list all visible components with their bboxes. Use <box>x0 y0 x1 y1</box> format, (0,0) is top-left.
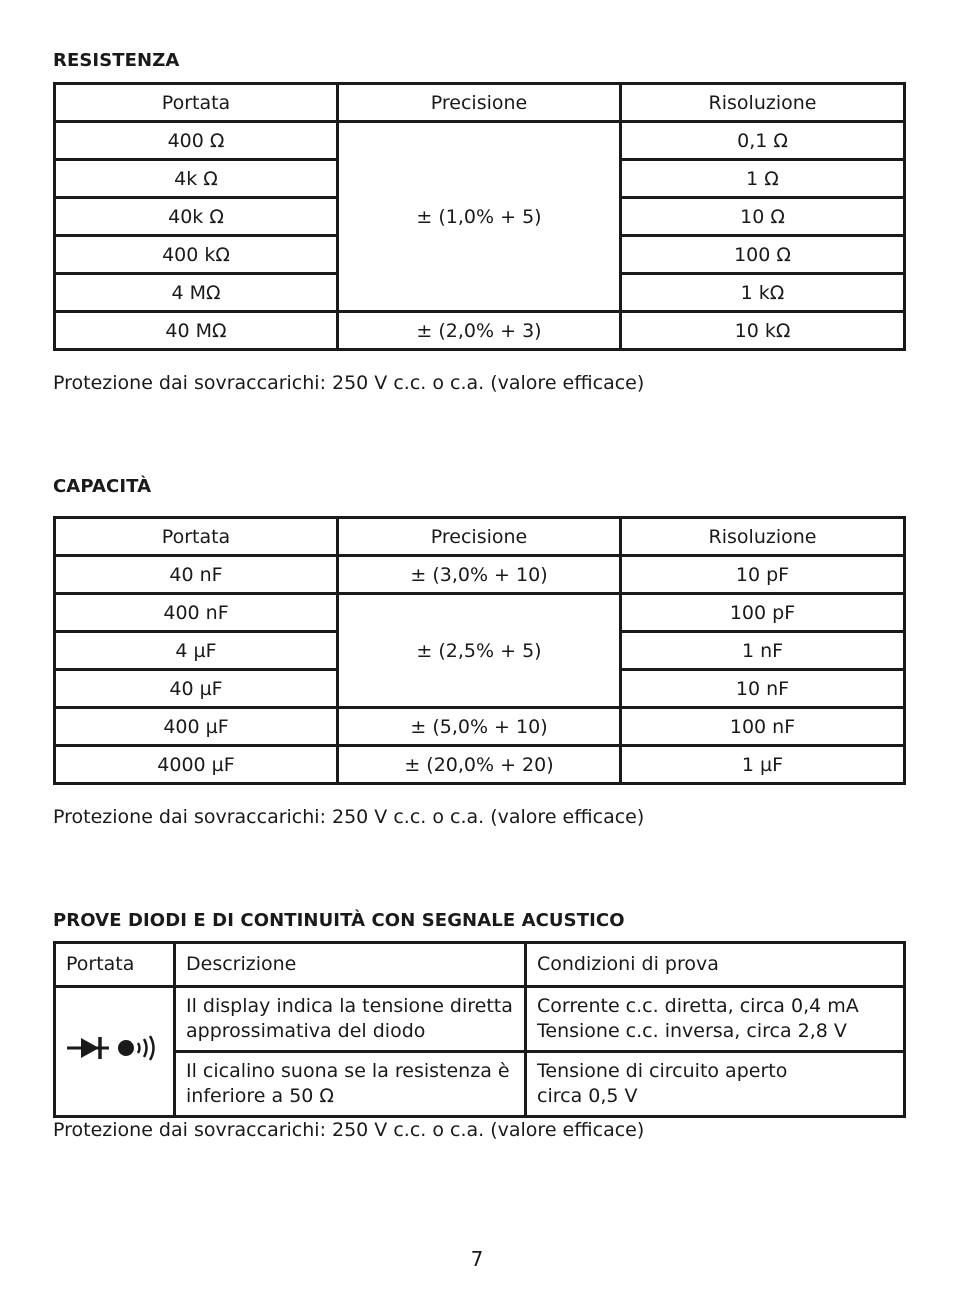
cell-precisione: ± (20,0% + 20) <box>338 746 621 784</box>
cell-descrizione <box>175 1052 526 1117</box>
table-header-row <box>55 518 905 556</box>
cell-risoluzione: 1 Ω <box>621 160 905 198</box>
page-number: 7 <box>470 1247 484 1271</box>
header-portata: Portata <box>55 84 338 122</box>
condizioni-line: Tensione di circuito aperto <box>537 1060 788 1082</box>
cell-portata: 40k Ω <box>55 198 338 236</box>
overload-note: Protezione dai sovraccarichi: 250 V c.c. o c.a. (valore efficace) <box>53 806 645 828</box>
condizioni-line: Tensione c.c. inversa, circa 2,8 V <box>537 1020 847 1042</box>
cell-portata: 4k Ω <box>55 160 338 198</box>
header-portata: Portata <box>55 518 338 556</box>
condizioni-line: Corrente c.c. diretta, circa 0,4 mA <box>537 995 859 1017</box>
diode-beeper-icons <box>65 1033 165 1063</box>
table-row <box>55 708 905 746</box>
cell-risoluzione: 1 µF <box>621 746 905 784</box>
table-row <box>55 556 905 594</box>
cell-precisione: ± (3,0% + 10) <box>338 556 621 594</box>
cell-risoluzione: 10 Ω <box>621 198 905 236</box>
table-row <box>55 312 905 350</box>
header-risoluzione: Risoluzione <box>621 84 905 122</box>
cell-portata: 4 MΩ <box>55 274 338 312</box>
cell-portata: 400 kΩ <box>55 236 338 274</box>
beeper-icon <box>118 1036 154 1060</box>
section-title-resistenza: RESISTENZA <box>53 50 180 71</box>
header-descrizione: Descrizione <box>175 943 526 987</box>
descrizione-line: Il display indica la tensione diretta <box>186 995 513 1017</box>
overload-note: Protezione dai sovraccarichi: 250 V c.c. o c.a. (valore efficace) <box>53 1119 645 1141</box>
cell-portata: 40 µF <box>55 670 338 708</box>
table-row <box>55 987 905 1052</box>
descrizione-line: approssimativa del diodo <box>186 1020 426 1042</box>
table-header-row <box>55 943 905 987</box>
table-row <box>55 1052 905 1117</box>
overload-note: Protezione dai sovraccarichi: 250 V c.c. o c.a. (valore efficace) <box>53 372 645 394</box>
cell-portata: 4000 µF <box>55 746 338 784</box>
header-precisione: Precisione <box>338 84 621 122</box>
cell-portata: 400 Ω <box>55 122 338 160</box>
header-precisione: Precisione <box>338 518 621 556</box>
cell-precisione: ± (5,0% + 10) <box>338 708 621 746</box>
table-row <box>55 594 905 632</box>
cell-risoluzione: 10 nF <box>621 670 905 708</box>
cell-risoluzione: 1 nF <box>621 632 905 670</box>
diode-icon <box>67 1037 109 1059</box>
cell-portata: 400 µF <box>55 708 338 746</box>
table-header-row <box>55 84 905 122</box>
cell-risoluzione: 100 pF <box>621 594 905 632</box>
header-condizioni: Condizioni di prova <box>526 943 905 987</box>
cell-portata: 40 MΩ <box>55 312 338 350</box>
cell-condizioni <box>526 987 905 1052</box>
resistenza-table <box>53 82 906 351</box>
cell-portata: 4 µF <box>55 632 338 670</box>
header-risoluzione: Risoluzione <box>621 518 905 556</box>
cell-precisione: ± (2,5% + 5) <box>338 594 621 708</box>
capacita-table <box>53 516 906 785</box>
cell-risoluzione: 1 kΩ <box>621 274 905 312</box>
cell-risoluzione: 100 nF <box>621 708 905 746</box>
cell-condizioni <box>526 1052 905 1117</box>
cell-risoluzione: 0,1 Ω <box>621 122 905 160</box>
cell-descrizione <box>175 987 526 1052</box>
condizioni-line: circa 0,5 V <box>537 1085 638 1107</box>
descrizione-line: Il cicalino suona se la resistenza è <box>186 1060 510 1082</box>
cell-precisione: ± (1,0% + 5) <box>338 122 621 312</box>
table-row <box>55 122 905 160</box>
cell-portata: 400 nF <box>55 594 338 632</box>
cell-risoluzione: 100 Ω <box>621 236 905 274</box>
cell-risoluzione: 10 pF <box>621 556 905 594</box>
diodi-table <box>53 941 906 1118</box>
descrizione-line: inferiore a 50 Ω <box>186 1085 334 1107</box>
table-row <box>55 746 905 784</box>
section-title-capacita: CAPACITÀ <box>53 476 152 497</box>
header-portata: Portata <box>55 943 175 987</box>
cell-portata: 40 nF <box>55 556 338 594</box>
portata-icons-cell <box>55 987 175 1117</box>
cell-risoluzione: 10 kΩ <box>621 312 905 350</box>
section-title-diodi: PROVE DIODI E DI CONTINUITÀ CON SEGNALE ACUSTICO <box>53 910 625 931</box>
cell-precisione: ± (2,0% + 3) <box>338 312 621 350</box>
